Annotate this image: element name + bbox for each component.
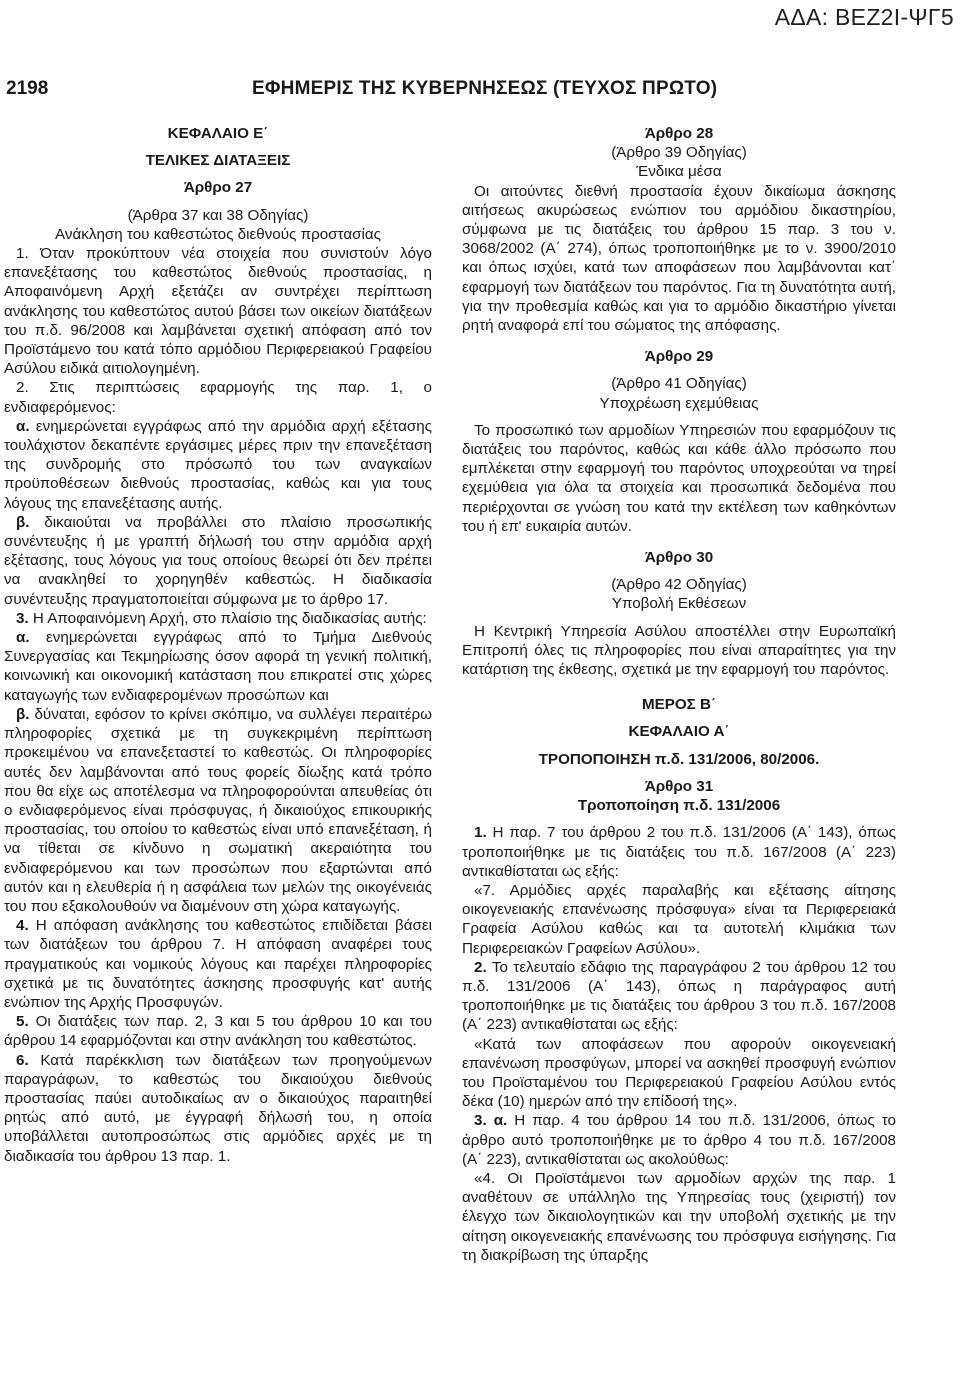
article-30-subject: Υποβολή Εκθέσεων: [611, 595, 747, 613]
right-column: [462, 124, 896, 1265]
paragraph-2a: [4, 417, 432, 513]
item-label: 5.: [16, 1013, 29, 1031]
item-label: 2.: [474, 958, 487, 976]
part-heading: ΜΕΡΟΣ Β΄: [641, 696, 717, 714]
item-text: Η απόφαση ανάκλησης του καθεστώτος επιδίδεται βάσει των διατάξεων του άρθρου 7. Η απόφαση αναφέρει τους πραγματικούς και νομικούς λόγους και παρέχει πληροφορίες σχετικά με τις δυνατότητες άσκησης προσφυγής κατ' αυτής ενώπιον της Αρχής Προσφυγών.: [4, 917, 432, 1011]
article-29-subject: Υποχρέωση εχεμύθειας: [599, 394, 759, 412]
item-text: Η Αποφαινόμενη Αρχή, στο πλαίσιο της διαδικασίας αυτής:: [28, 609, 427, 627]
paragraph-5: [4, 1012, 432, 1050]
left-column: [4, 124, 432, 1166]
item-text: Η παρ. 7 του άρθρου 2 του π.δ. 131/2006 (Α΄ 143), όπως τροποποιήθηκε με τις διατάξεις του π.δ. 167/2008 (Α΄ 223) αντικαθίσταται ως εξής:: [462, 824, 896, 880]
item-text: Η παρ. 4 του άρθρου 14 του π.δ. 131/2006, όπως το άρθρο αυτό τροποποιήθηκε με το άρθρο 4 του π.δ. 167/2008 (Α΄ 223), αντικαθίσταται ως ακολούθως:: [462, 1112, 896, 1168]
item-label: 3. α.: [474, 1112, 508, 1130]
paragraph-3a: [4, 628, 432, 705]
article-28-text: Οι αιτούντες διεθνή προστασία έχουν δικαίωμα άσκησης αιτήσεως ακυρώσεως ενώπιον του αρμόδιου δικαστηρίου, σύμφωνα με τις διατάξεις του άρθρου 15 παρ. 3 του ν. 3068/2002 (Α΄ 274), όπως τροποποιήθηκε με το ν. 3900/2010 και όπως ισχύει, κατά των αποφάσεων που λαμβάνονται κατ΄ εφαρμογή των διατάξεων του παρόντος. Για τη δυνατότητα αυτή, για την προθεσμία καθώς και για το αρμόδιο δικαστήριο γίνεται ρητή αναφορά επί του σώματος της απόφασης.: [462, 182, 896, 335]
item-label: 4.: [16, 917, 29, 935]
article-30-source: (Άρθρο 42 Οδηγίας): [611, 576, 747, 594]
paragraph-1: 1. Όταν προκύπτουν νέα στοιχεία που συνιστούν λόγο επανεξέτασης του καθεστώτος διεθνούς προστασίας, η Αποφαινόμενη Αρχή εξετάζει αν συντρέχει περίπτωση ανάκλησης του καθεστώτος αυτού βάσει των οικείων διατάξεων του π.δ. 96/2008 και λαμβάνεται σχετική απόφαση από τον Προϊστάμενο του κατά τόπο αρμόδιου Περιφερειακού Γραφείου Ασύλου ειδικά αιτιολογημένη.: [4, 245, 432, 378]
amendment-title: ΤΡΟΠΟΠΟΙΗΣΗ π.δ. 131/2006, 80/2006.: [538, 750, 820, 768]
page-header: [0, 78, 960, 102]
item-label: 1.: [474, 824, 487, 842]
article-30-title: Άρθρο 30: [644, 549, 714, 567]
article-29-source: (Άρθρο 41 Οδηγίας): [611, 375, 747, 393]
item-text: Κατά παρέκκλιση των διατάξεων των προηγούμενων παραγράφων, το καθεστώς του δικαιούχου διεθνούς προστασίας παύει αυτοδικαίως αν ο δικαιούχος παραιτηθεί ρητώς από αυτό, με έγγραφή δήλωσή του, η οποία υποβάλλεται αυτοπροσώπως στις αρμόδιες αρχές με τη διαδικασία του άρθρου 13 παρ. 1.: [4, 1051, 432, 1165]
article-30-text: Η Κεντρική Υπηρεσία Ασύλου αποστέλλει στην Ευρωπαϊκή Επιτροπή όλες τις πληροφορίες που είναι απαραίτητες για την κατάρτιση της έκθεσης, σχετικά με την εφαρμογή του παρόντος.: [462, 622, 896, 679]
article-27-title: Άρθρο 27: [183, 179, 253, 197]
chapter-title: ΤΕΛΙΚΕΣ ΔΙΑΤΑΞΕΙΣ: [145, 152, 291, 170]
amendment-3a-quote: «4. Οι Προϊστάμενοι των αρμοδίων αρχών της παρ. 1 αναθέτουν σε υπάλληλο της Υπηρεσίας τους (χειριστή) τον έλεγχο των δικαιολογητικών και την υποβολή σχετικής με την αίτηση οικογενειακής επανένωσης του πρόσφυγα εισήγησης. Για τη διακρίβωση της ύπαρξης: [462, 1169, 896, 1264]
chapter-heading: ΚΕΦΑΛΑΙΟ Ε΄: [167, 125, 269, 142]
page-number: 2198: [6, 78, 49, 99]
paragraph-3: [4, 609, 432, 628]
item-text: δικαιούται να προβάλλει στο πλαίσιο προσωπικής συνέντευξης ή με γραπτή δήλωσή του στην αρμόδια αρχή εξέτασης, τους λόγους για τους οποίους θεωρεί ότι δεν πρέπει να ανακληθεί το χορηγηθέν καθεστώς. Η διαδικασία συνέντευξης πραγματοποιείται σύμφωνα με το άρθρο 17.: [4, 513, 432, 608]
chapter-heading: ΚΕΦΑΛΑΙΟ Α΄: [628, 723, 730, 741]
item-label: 3.: [16, 609, 29, 627]
item-text: δύναται, εφόσον το κρίνει σκόπιμο, να συλλέγει περαιτέρω πληροφορίες σχετικά με τη συγκεκριμένη περίπτωση προκειμένου να επανεξεταστεί το καθεστώς. Οι πληροφορίες αυτές δεν λαμβάνονται από τους φορείς δίωξης κατά τρόπο που θα είχε ως αποτέλεσμα να πληροφορούνται απευθείας ότι ο ενδιαφερόμενος είναι πρόσφυγας, ή δικαιούχος επικουρικής προστασίας, του οποίου το καθεστώς είναι υπό επανεξέταση, ή να τίθεται σε κίνδυνο η σωματική ακεραιότητα του ενδιαφερόμενου και των προσώπων που εξαρτώνται από αυτόν και η ελευθερία ή η ασφάλεια των μελών της οικογένειάς του που εξακολουθούν να διαμένουν στη χώρα καταγωγής.: [4, 705, 432, 915]
amendment-3a: [462, 1111, 896, 1169]
paragraph-2b: [4, 513, 432, 609]
article-29-title: Άρθρο 29: [644, 348, 714, 366]
article-27-source: (Άρθρα 37 και 38 Οδηγίας): [127, 206, 309, 224]
item-text: Οι διατάξεις των παρ. 2, 3 και 5 του άρθρου 10 και του άρθρου 14 εφαρμόζονται και στην ανάκληση του καθεστώτος.: [4, 1013, 432, 1050]
amendment-1-quote: «7. Αρμόδιες αρχές παραλαβής και εξέτασης αίτησης οικογενειακής επανένωσης πρόσφυγα» είναι τα Περιφερειακά Γραφεία Ασύλου καθώς και τα αυτοτελή κλιμάκια των Περιφερειακών Γραφείων Ασύλου».: [462, 881, 896, 957]
item-label: α.: [16, 417, 30, 435]
journal-title: ΕΦΗΜΕΡΙΣ ΤΗΣ ΚΥΒΕΡΝΗΣΕΩΣ (ΤΕΥΧΟΣ ΠΡΩΤΟ): [252, 78, 718, 99]
item-label: α.: [16, 629, 30, 647]
paragraph-4: [4, 916, 432, 1012]
item-label: 6.: [16, 1051, 29, 1069]
amendment-2: [462, 958, 896, 1035]
item-text: ενημερώνεται εγγράφως από το Τμήμα Διεθνούς Συνεργασίας και Τεκμηρίωσης όσον αφορά τη γενική πολιτική, κοινωνική και οικονομική κατάσταση που επικρατεί στις χώρες καταγωγής των ενδιαφερομένων προσώπων και: [4, 629, 432, 704]
article-31-subject: Τροποποίηση π.δ. 131/2006: [577, 797, 781, 815]
paragraph-3b: [4, 705, 432, 916]
item-label: β.: [16, 513, 30, 531]
article-28-subject: Ένδικα μέσα: [636, 163, 722, 181]
item-text: ενημερώνεται εγγράφως από την αρμόδια αρχή εξέτασης τουλάχιστον δεκαπέντε εργάσιμες μέρες πριν την επανεξέταση της συνδρομής στο πρόσωπό του των αναγκαίων προϋποθέσεων διεθνούς προστασίας, καθώς και για τους λόγους της επανεξέτασης αυτής.: [4, 417, 432, 512]
paragraph-6: [4, 1051, 432, 1166]
amendment-2-quote: «Κατά των αποφάσεων που αφορούν οικογενειακή επανένωση προσφύγων, μπορεί να ασκηθεί προσφυγή ενώπιον του Προϊσταμένου του Περιφερειακού Γραφείου Ασύλου εντός δέκα (10) ημερών από την επίδοσή της».: [462, 1035, 896, 1111]
article-27-subject: Ανάκληση του καθεστώτος διεθνούς προστασίας: [55, 225, 381, 243]
paragraph-2: 2. Στις περιπτώσεις εφαρμογής της παρ. 1, ο ενδιαφερόμενος:: [4, 379, 432, 416]
article-31-title: Άρθρο 31: [644, 777, 714, 795]
article-29-text: Το προσωπικό των αρμοδίων Υπηρεσιών που εφαρμόζουν τις διατάξεις του παρόντος, καθώς και κάθε άλλο πρόσωπο που εμπλέκεται στην εφαρμογή του παρόντος υποχρεούται να τηρεί εχεμύθεια για όλα τα στοιχεία και προσωπικά δεδομένα που περιέρχονται σε γνώση του κατά την εκτέλεση των καθηκόντων του ή επ' ευκαιρία αυτών.: [462, 421, 896, 535]
item-text: Το τελευταίο εδάφιο της παραγράφου 2 του άρθρου 12 του π.δ. 131/2006 (Α΄ 143), όπως η παράγραφος αυτή τροποποιήθηκε με τις διατάξεις του άρθρου 3 του π.δ. 167/2008 (Α΄ 223) αντικαθίσταται ως εξής:: [462, 958, 896, 1034]
item-label: β.: [16, 705, 30, 723]
ada-code: ΑΔΑ: ΒΕΖ2Ι-ΨΓ5: [774, 4, 954, 30]
article-28-source: (Άρθρο 39 Οδηγίας): [611, 144, 747, 162]
article-28-title: Άρθρο 28: [644, 125, 714, 142]
amendment-1: [462, 823, 896, 881]
